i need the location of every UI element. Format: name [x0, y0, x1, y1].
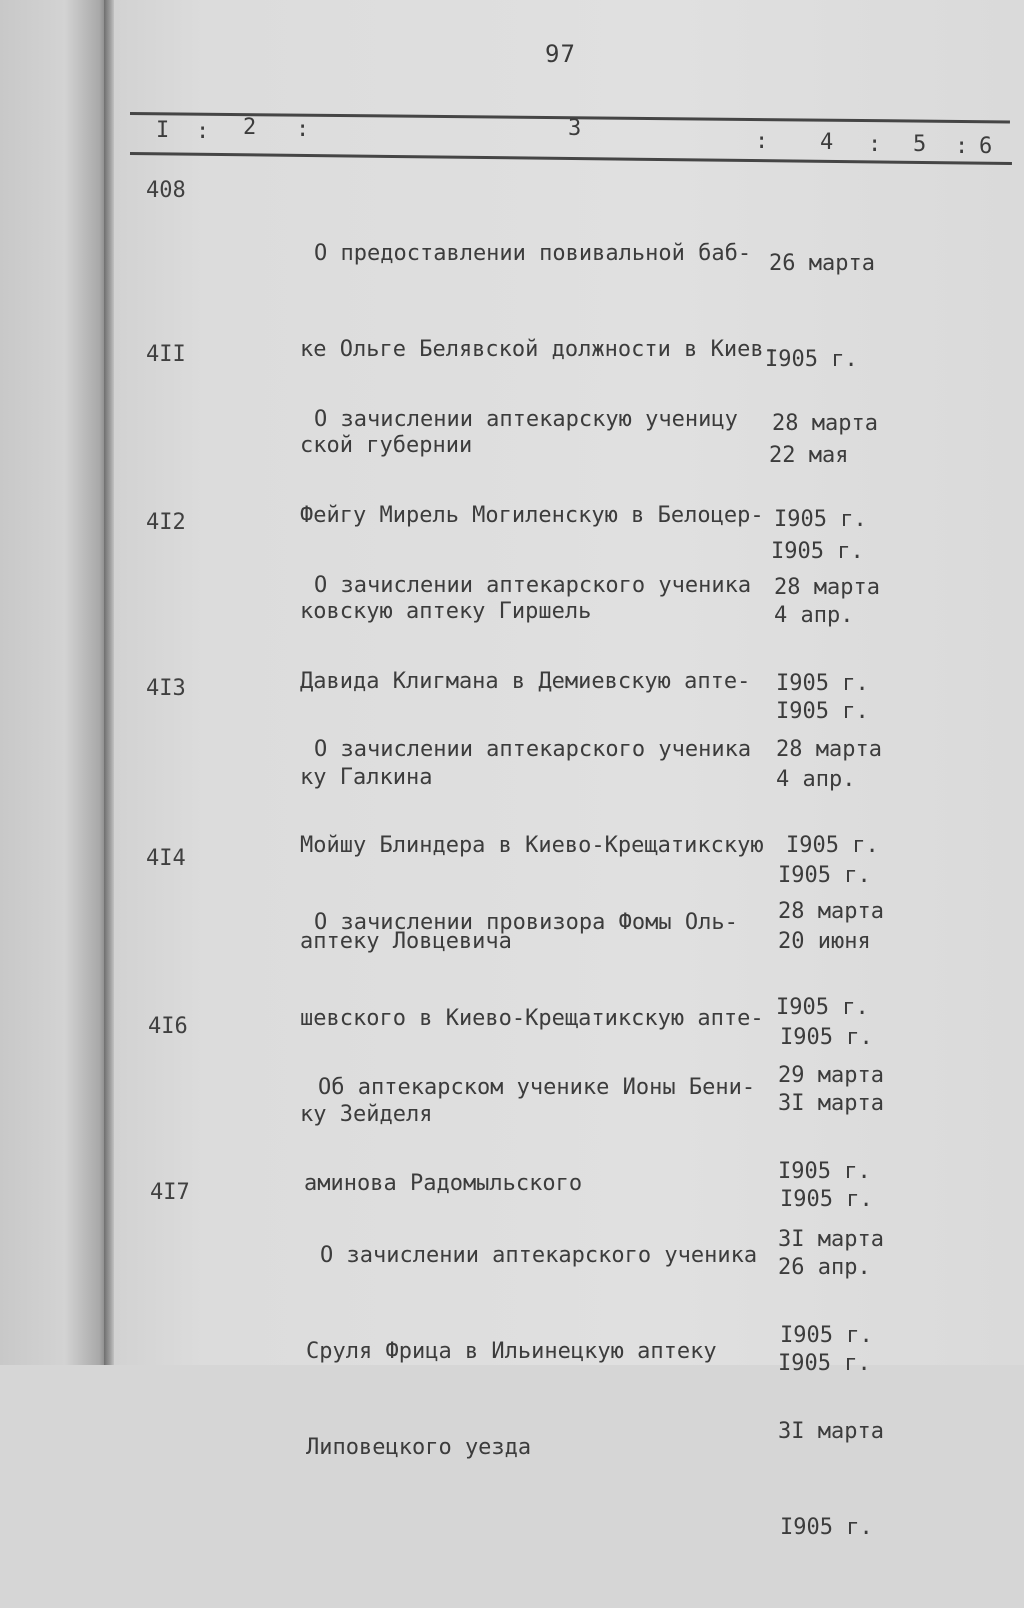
entry-end-date: 3I марта: [778, 1091, 884, 1116]
entry-title-line: Сруля Фрица в Ильинецкую аптеку: [306, 1339, 717, 1364]
entry-title-line: Давида Клигмана в Демиевскую апте-: [300, 669, 751, 694]
entry-start-year: I905 г.: [765, 347, 858, 372]
entry-title-line: аптеку Ловцевича: [300, 929, 512, 954]
entry-end-date: 4 апр.: [776, 767, 856, 792]
entry-end-date: 26 апр.: [778, 1255, 871, 1280]
entry-title: [306, 1176, 786, 1528]
column-header-1: I: [156, 118, 170, 143]
column-separator: :: [955, 134, 969, 159]
entry-end-year: I905 г.: [776, 699, 869, 724]
entry-title-line: ку Галкина: [300, 765, 433, 790]
entry-start-date: 28 марта: [772, 411, 878, 436]
entry-title-line: О зачислении аптекарского ученика: [314, 573, 752, 598]
column-header-5: 5: [913, 132, 927, 157]
entry-title-line: ке Ольге Белявской должности в Киев-: [300, 337, 777, 362]
column-separator: :: [868, 132, 882, 157]
entry-title-line: ковскую аптеку Гиршель: [300, 599, 592, 624]
entry-start-year: I905 г.: [774, 507, 867, 532]
entry-title-line: аминова Радомыльского: [304, 1171, 583, 1196]
page-number: 97: [545, 40, 576, 68]
entry-start-year: I905 г.: [780, 1323, 873, 1348]
entry-number: 4II: [146, 342, 186, 367]
entry-number: 408: [146, 178, 186, 203]
entry-title-line: шевского в Киево-Крещатикскую апте-: [300, 1006, 764, 1031]
entry-number: 4I3: [146, 676, 186, 701]
entry-number: 4I6: [148, 1014, 188, 1039]
facing-page-edge: [0, 0, 108, 1365]
entry-start-date: 26 марта: [769, 251, 875, 276]
entry-title-line: О зачислении аптекарскую ученицу: [314, 407, 738, 432]
entry-title-line: О предоставлении повивальной баб-: [314, 241, 752, 266]
entry-start-date: 28 марта: [778, 899, 884, 924]
column-header-3: 3: [568, 116, 582, 141]
entry-title-line: Мойшу Блиндера в Киево-Крещатикскую: [300, 833, 764, 858]
entry-end-year: I905 г.: [778, 863, 871, 888]
entry-start-year: I905 г.: [776, 995, 869, 1020]
entry-start-date: 29 марта: [778, 1063, 884, 1088]
entry-number: 4I7: [150, 1180, 190, 1205]
entry-dates: [778, 1160, 884, 1608]
entry-title-line: О зачислении аптекарского ученика: [320, 1243, 758, 1268]
entry-end-date: 3I марта: [778, 1419, 884, 1444]
entry-end-year: I905 г.: [771, 539, 864, 564]
entry-title-line: О зачислении провизора Фомы Оль-: [314, 910, 738, 935]
entry-title-line: ской губернии: [300, 433, 473, 458]
entry-number: 4I2: [146, 510, 186, 535]
entry-title-line: Липовецкого уезда: [306, 1435, 532, 1460]
entry-title-line: О зачислении аптекарского ученика: [314, 737, 752, 762]
column-separator: :: [196, 119, 210, 144]
entry-end-year: I905 г.: [780, 1515, 873, 1540]
entry-start-date: 28 марта: [776, 737, 882, 762]
column-separator: :: [755, 129, 769, 154]
column-header-4: 4: [820, 130, 834, 155]
column-header-6: 6: [979, 134, 993, 159]
column-separator: :: [296, 117, 310, 142]
column-header-2: 2: [243, 115, 257, 140]
entry-end-year: I905 г.: [780, 1187, 873, 1212]
entry-end-date: 20 июня: [778, 929, 871, 954]
entry-end-date: 22 мая: [769, 443, 849, 468]
entry-start-year: I905 г.: [786, 833, 879, 858]
entry-end-date: 4 апр.: [774, 603, 854, 628]
entry-start-date: 3I марта: [778, 1227, 884, 1252]
entry-start-year: I905 г.: [778, 1159, 871, 1184]
book-gutter: [104, 0, 114, 1365]
entry-title-line: Об аптекарском ученике Ионы Бени-: [318, 1075, 756, 1100]
entry-title-line: ку Зейделя: [300, 1102, 433, 1127]
entry-end-year: I905 г.: [780, 1025, 873, 1050]
entry-start-year: I905 г.: [776, 671, 869, 696]
entry-end-year: I905 г.: [778, 1351, 871, 1376]
entry-title-line: Фейгу Мирель Могиленскую в Белоцер-: [300, 503, 764, 528]
entry-start-date: 28 марта: [774, 575, 880, 600]
entry-number: 4I4: [146, 846, 186, 871]
